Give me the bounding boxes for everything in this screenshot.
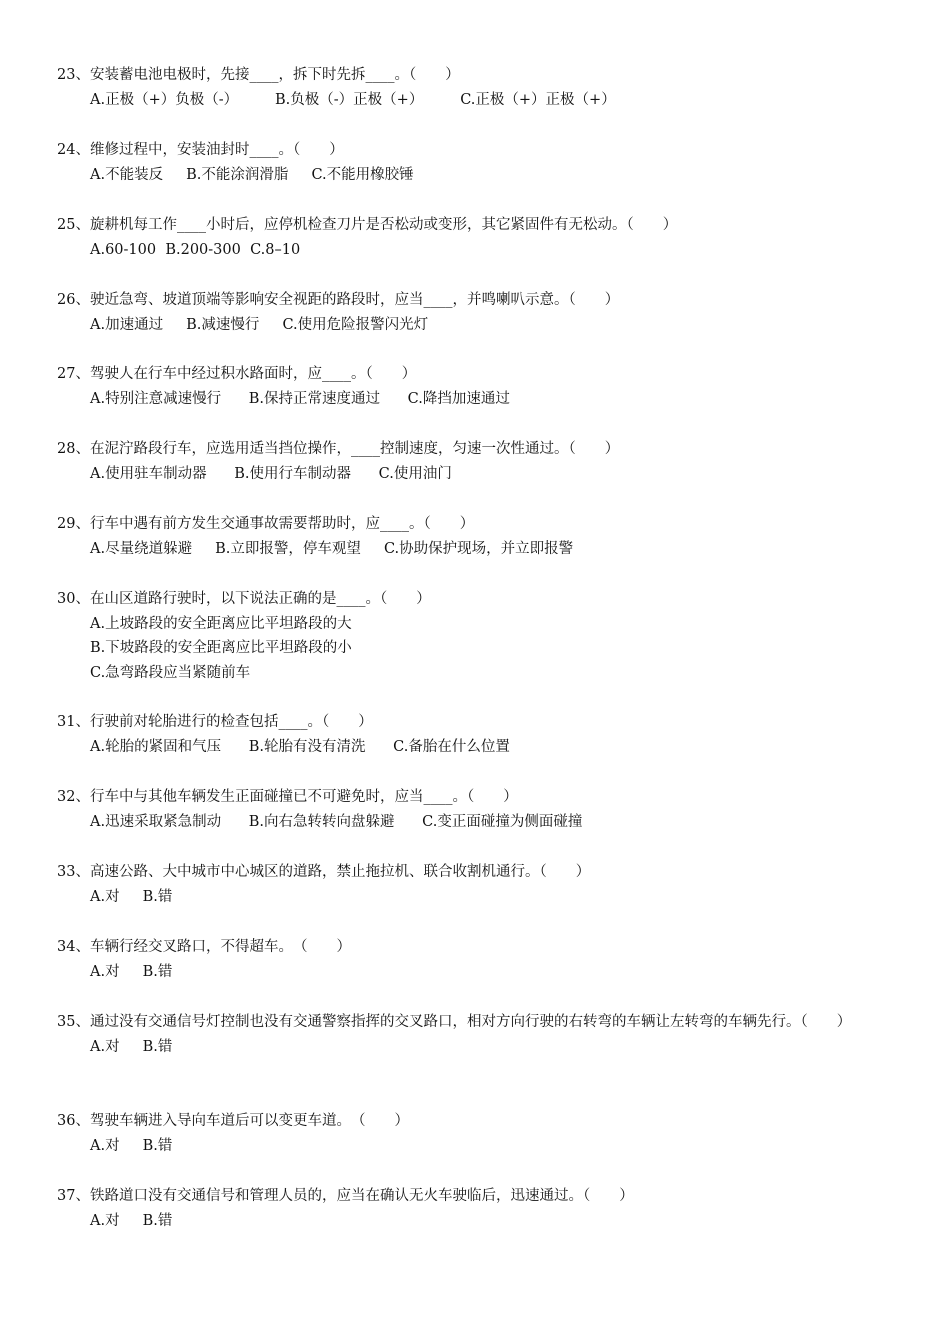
option-b: B.错 <box>142 1212 173 1229</box>
option-c: C.使用危险报警闪光灯 <box>282 316 429 333</box>
option-a: A.对 <box>90 1038 120 1055</box>
question-options <box>57 1134 897 1159</box>
question-options <box>57 238 897 263</box>
option-a: A.对 <box>90 1137 120 1154</box>
question-stem: 27、驾驶人在行车中经过积水路面时，应____。（ ） <box>57 366 417 382</box>
option-a: A.对 <box>90 1212 120 1229</box>
option-b: B.使用行车制动器 <box>234 465 352 482</box>
option-c: C.急弯路段应当紧随前车 <box>90 664 251 681</box>
question-30 <box>57 587 897 685</box>
question-options <box>57 313 897 338</box>
question-stem: 35、通过没有交通信号灯控制也没有交通警察指挥的交叉路口，相对方向行驶的右转弯的车辆让左转弯的车辆先行。（ ） <box>57 1014 852 1030</box>
option-a: A.对 <box>90 888 120 905</box>
option-c: C.协助保护现场，并立即报警 <box>383 540 574 557</box>
question-stem: 37、铁路道口没有交通信号和管理人员的，应当在确认无火车驶临后，迅速通过。（ ） <box>57 1188 634 1204</box>
option-a: A.对 <box>90 963 120 980</box>
question-stem: 24、维修过程中，安装油封时____。（ ） <box>57 142 344 158</box>
option-c: C.使用油门 <box>378 465 452 482</box>
question-stem: 34、车辆行经交叉路口，不得超车。 （ ） <box>57 939 351 955</box>
option-a: A.迅速采取紧急制动 <box>90 813 222 830</box>
question-options <box>57 612 897 686</box>
option-c: C.备胎在什么位置 <box>393 738 510 755</box>
question-37 <box>57 1184 897 1233</box>
option-a: A.尽量绕道躲避 <box>90 540 193 557</box>
question-stem: 32、行车中与其他车辆发生正面碰撞已不可避免时，应当____。（ ） <box>57 789 518 805</box>
question-28 <box>57 437 897 486</box>
option-a: A.使用驻车制动器 <box>90 465 207 482</box>
question-36 <box>57 1109 897 1158</box>
question-stem: 26、驶近急弯、坡道顶端等影响安全视距的路段时，应当____，并鸣喇叭示意。（ ） <box>57 292 620 308</box>
question-34 <box>57 935 897 984</box>
option-b: B.200-300 <box>165 241 241 258</box>
question-31 <box>57 710 897 759</box>
option-b: B.错 <box>142 963 173 980</box>
option-b: B.立即报警，停车观望 <box>215 540 361 557</box>
question-24 <box>57 138 897 187</box>
option-c: C.不能用橡胶锤 <box>311 166 414 183</box>
question-options <box>57 735 897 760</box>
option-b: B.错 <box>142 1038 173 1055</box>
question-stem: 31、行驶前对轮胎进行的检查包括____。（ ） <box>57 714 373 730</box>
option-b: B.向右急转转向盘躲避 <box>248 813 395 830</box>
option-c: C.降挡加速通过 <box>407 390 510 407</box>
option-b: B.减速慢行 <box>186 316 260 333</box>
question-stem: 23、安装蓄电池电极时，先接____，拆下时先拆____。（ ） <box>57 67 460 83</box>
question-options <box>57 163 897 188</box>
option-b: B.保持正常速度通过 <box>248 390 381 407</box>
option-b: B.下坡路段的安全距离应比平坦路段的小 <box>90 640 352 656</box>
question-32 <box>57 785 897 834</box>
option-a: A.正极（+）负极（-） <box>90 91 239 108</box>
question-33 <box>57 860 897 909</box>
option-a: A.60-100 <box>90 241 157 258</box>
question-27 <box>57 362 897 411</box>
option-b: B.错 <box>142 888 173 905</box>
question-35 <box>57 1010 897 1059</box>
question-options <box>57 885 897 910</box>
option-b: B.负极（-）正极（+） <box>275 91 424 108</box>
question-options <box>57 88 897 113</box>
question-stem: 25、旋耕机每工作____小时后，应停机检查刀片是否松动或变形，其它紧固件有无松动。（ ） <box>57 217 678 233</box>
option-c: C.正极（+）正极（+） <box>460 91 616 108</box>
option-b: B.轮胎有没有清洗 <box>248 738 366 755</box>
option-a: A.轮胎的紧固和气压 <box>90 738 222 755</box>
option-c: C.变正面碰撞为侧面碰撞 <box>422 813 583 830</box>
option-a: A.特别注意减速慢行 <box>90 390 222 407</box>
question-26 <box>57 288 897 337</box>
option-a: A.不能装反 <box>90 166 164 183</box>
question-23 <box>57 63 897 112</box>
question-options <box>57 537 897 562</box>
question-options <box>57 1035 897 1060</box>
question-25 <box>57 213 897 262</box>
option-b: B.不能涂润滑脂 <box>186 166 289 183</box>
question-stem: 33、高速公路、大中城市中心城区的道路，禁止拖拉机、联合收割机通行。（ ） <box>57 864 591 880</box>
question-29 <box>57 512 897 561</box>
option-c: C.8–10 <box>250 241 301 258</box>
question-options <box>57 960 897 985</box>
question-options <box>57 1209 897 1234</box>
question-stem: 29、行车中遇有前方发生交通事故需要帮助时，应____。（ ） <box>57 516 475 532</box>
question-stem: 30、在山区道路行驶时，以下说法正确的是____。（ ） <box>57 591 431 607</box>
question-stem: 36、驾驶车辆进入导向车道后可以变更车道。 （ ） <box>57 1113 409 1129</box>
option-b: B.错 <box>142 1137 173 1154</box>
option-a: A.加速通过 <box>90 316 164 333</box>
question-stem: 28、在泥泞路段行车，应选用适当挡位操作，____控制速度，匀速一次性通过。（ ） <box>57 441 620 457</box>
question-options <box>57 387 897 412</box>
question-options <box>57 462 897 487</box>
option-a: A.上坡路段的安全距离应比平坦路段的大 <box>90 615 352 632</box>
question-options <box>57 810 897 835</box>
